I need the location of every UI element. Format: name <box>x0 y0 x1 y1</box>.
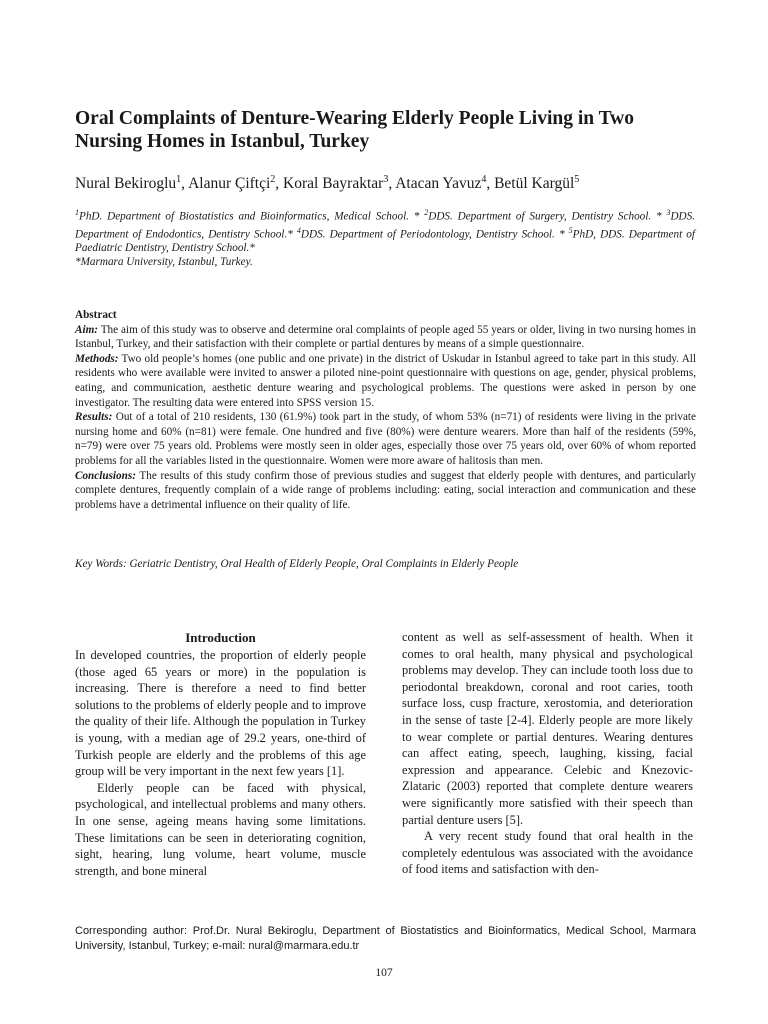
corresponding-author: Corresponding author: Prof.Dr. Nural Bekiroglu, Department of Biostatistics and Bioinformatics, Medical School, Marmara University, Istanbul, Turkey; e-mail: nural@marmara.edu.tr <box>75 925 696 952</box>
affiliation-mark: 5 <box>568 225 573 235</box>
affiliation-text: DDS. Department of Periodontology, Dentistry School. * <box>300 228 569 241</box>
abstract-conclusions <box>75 469 696 513</box>
conclusions-label: Conclusions: <box>75 469 136 482</box>
author-affiliation-mark: 5 <box>574 174 580 185</box>
author-separator: , <box>388 175 396 193</box>
affiliation-mark: 3 <box>666 208 671 217</box>
affiliation-list <box>75 206 695 255</box>
affiliation-mark: 4 <box>296 225 301 235</box>
page-number: 107 <box>375 967 393 979</box>
introduction-heading: Introduction <box>185 630 256 645</box>
affiliation-mark: 2 <box>424 208 429 217</box>
body-column-left <box>75 629 366 879</box>
aim-text: The aim of this study was to observe and determine oral complaints of people aged 55 years or older, living in two nursing homes in Istanbul, Turkey, and their satisfaction with their complete or partial dentures by means of a simple questionnaire. <box>75 323 696 351</box>
affiliation-text: PhD, DDS. Department of Paediatric Dentistry, Dentistry School.* <box>75 228 695 255</box>
author-name: Nural Bekiroglu <box>75 175 177 193</box>
methods-label: Methods: <box>75 352 119 365</box>
author-name: Koral Bayraktar <box>283 175 384 193</box>
affiliation-text: DDS. Department of Endodontics, Dentistry School.* <box>75 210 695 241</box>
body-paragraph: Elderly people can be faced with physical, psychological, and intellectual problems and many others. In one sense, ageing means having some limitations. These limitations can be seen in deteriorating cognition, sight, hearing, lung volume, heart volume, muscle strength, and bone mineral <box>75 780 366 878</box>
abstract-results <box>75 410 696 468</box>
results-text: Out of a total of 210 residents, 130 (61.9%) took part in the study, of whom 53% (n=71) of residents were living in the private nursing home and 60% (n=81) were female. One hundred and five (80%) were denture wearers. More than half of the residents (59%, n=79) were over 75 years old. Problems were mostly seen in older ages, especially those over 75 years old, over 60% of whom reported problems for all the variables listed in the questionnaire. Women were more aware of halitosis than men. <box>75 411 696 467</box>
author-name: Atacan Yavuz <box>395 175 482 193</box>
methods-text: Two old people’s homes (one public and one private) in the district of Uskudar in Istanbul agreed to take part in this study. All residents who were available were invited to answer a piloted nine-point questionnaire with questions on age, gender, physical problems, eating, and communication, aesthetic denture wearing and psychological problems. The questions were asked in person by one investigator. The resulting data were entered into SPSS version 15. <box>75 352 696 409</box>
results-label: Results: <box>75 411 113 424</box>
author-separator: , <box>181 175 189 193</box>
author-list <box>75 170 715 194</box>
author-name: Betül Kargül <box>494 175 575 193</box>
affiliation-mark: 1 <box>75 208 79 217</box>
aim-label: Aim: <box>75 323 98 336</box>
university-line: *Marmara University, Istanbul, Turkey. <box>75 256 253 269</box>
key-words: Key Words: Geriatric Dentistry, Oral Health of Elderly People, Oral Complaints in Elderly People <box>75 558 519 570</box>
abstract-methods <box>75 352 696 410</box>
author-affiliation-mark: 2 <box>270 174 276 185</box>
body-paragraph: In developed countries, the proportion of elderly people (those aged 65 years or more) in the population is increasing. There is therefore a need to find better solutions to the problems of elderly people and to improve the quality of their life. Although the population in Turkey is young, with a median age of 29.2 years, one-third of Turkish people are elderly and the problems of this age group will be very important in the next few years [1]. <box>75 648 366 779</box>
abstract-aim <box>75 323 696 352</box>
affiliation-text: PhD. Department of Biostatistics and Bioinformatics, Medical School. * <box>79 210 425 223</box>
body-paragraph: A very recent study found that oral health in the completely edentulous was associated with the avoidance of food items and satisfaction with den- <box>402 829 693 877</box>
abstract-heading: Abstract <box>75 309 117 321</box>
author-affiliation-mark: 4 <box>481 174 487 185</box>
author-name: Alanur Çiftçi <box>188 175 271 193</box>
article-title: Oral Complaints of Denture-Wearing Elderly People Living in Two Nursing Homes in Istanbul, Turkey <box>75 108 635 152</box>
author-affiliation-mark: 3 <box>383 174 389 185</box>
author-affiliation-mark: 1 <box>176 174 182 185</box>
affiliation-text: DDS. Department of Surgery, Dentistry School. * <box>428 210 667 223</box>
body-column-right <box>402 629 693 878</box>
author-separator: , <box>486 175 495 193</box>
conclusions-text: The results of this study confirm those of previous studies and suggest that elderly people with dentures, and particularly complete dentures, frequently complain of a wide range of problems including: eating, social interaction and communication and these problems have a detrimental influence on their quality of life. <box>75 469 696 511</box>
abstract-section <box>75 308 696 512</box>
author-separator: , <box>275 175 284 193</box>
affiliations-block <box>75 206 695 269</box>
body-paragraph: content as well as self-assessment of health. When it comes to oral health, many physical and psychological problems may develop. They can include tooth loss due to periodontal breakdown, coronal and root caries, tooth surface loss, cusp fracture, xerostomia, and deterioration in the sense of taste [2-4]. Elderly people are more likely to wear complete or partial dentures. Wearing dentures can affect eating, speech, laughing, kissing, facial expression and appearance. Celebic and Knezovic-Zlataric (2003) reported that complete denture wearers were significantly more satisfied with their speech than partial denture users [5]. <box>402 630 693 827</box>
